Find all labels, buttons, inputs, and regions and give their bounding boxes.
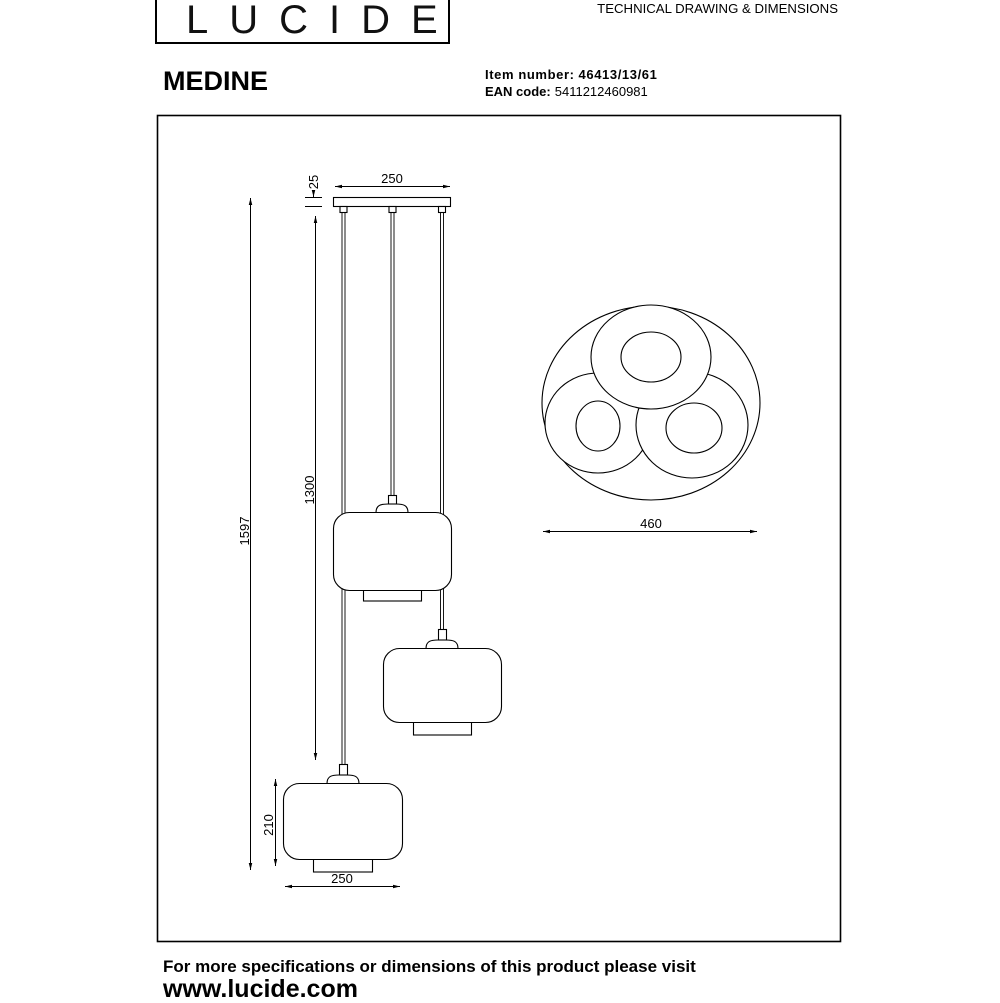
dim-label-cable-length: 1300: [302, 475, 317, 505]
lamp-cable-cap: [340, 765, 348, 776]
cable-grip-right: [439, 207, 446, 213]
lamp-glass-shade: [284, 784, 403, 860]
shade-inner-circle: [576, 401, 620, 451]
ean-label: EAN code:: [485, 84, 551, 99]
top-view-lamp-top: [591, 305, 711, 409]
ean-value: 5411212460981: [554, 84, 648, 99]
lamp-top-dome: [327, 775, 359, 784]
dim-label-canopy-height: 25: [306, 174, 321, 190]
dim-label-canopy-width: 250: [381, 171, 403, 186]
pendant-lamp-middle: [384, 630, 502, 736]
dim-label-shade-width: 250: [331, 871, 353, 886]
product-name: MEDINE: [163, 66, 269, 96]
document-type-title: TECHNICAL DRAWING & DIMENSIONS: [597, 1, 838, 16]
shade-inner-circle: [666, 403, 722, 453]
item-number-label: Item number:: [485, 67, 575, 82]
shade-inner-circle: [621, 332, 681, 382]
lamp-cable-cap: [439, 630, 447, 641]
cable-grip-left: [340, 207, 347, 213]
item-number-value: 46413/13/61: [578, 67, 658, 82]
lamp-glass-shade: [334, 513, 452, 591]
drawing-frame: [158, 116, 841, 942]
cable-middle: [391, 212, 394, 496]
lamp-top-dome: [426, 640, 458, 649]
lamp-top-dome: [376, 504, 408, 513]
dim-label-overall-height: 1597: [237, 516, 252, 546]
pendant-lamp-upper: [334, 496, 452, 602]
lamp-glass-shade: [384, 649, 502, 723]
top-view: [542, 305, 760, 500]
cable-left: [342, 212, 345, 765]
ceiling-canopy: [334, 198, 451, 207]
lamp-cable-cap: [389, 496, 397, 505]
footer-website-url[interactable]: www.lucide.com: [163, 975, 358, 1003]
dimension-annotations: [237, 171, 757, 887]
pendant-lamp-lower: [284, 765, 403, 873]
side-view: [284, 198, 502, 873]
dim-label-shade-height: 210: [261, 814, 276, 836]
brand-logo-text: LUCIDE: [186, 0, 459, 42]
footer-note: For more specifications or dimensions of this product please visit: [163, 957, 696, 976]
cable-grip-middle: [389, 207, 396, 213]
dim-label-overall-diameter: 460: [640, 516, 662, 531]
